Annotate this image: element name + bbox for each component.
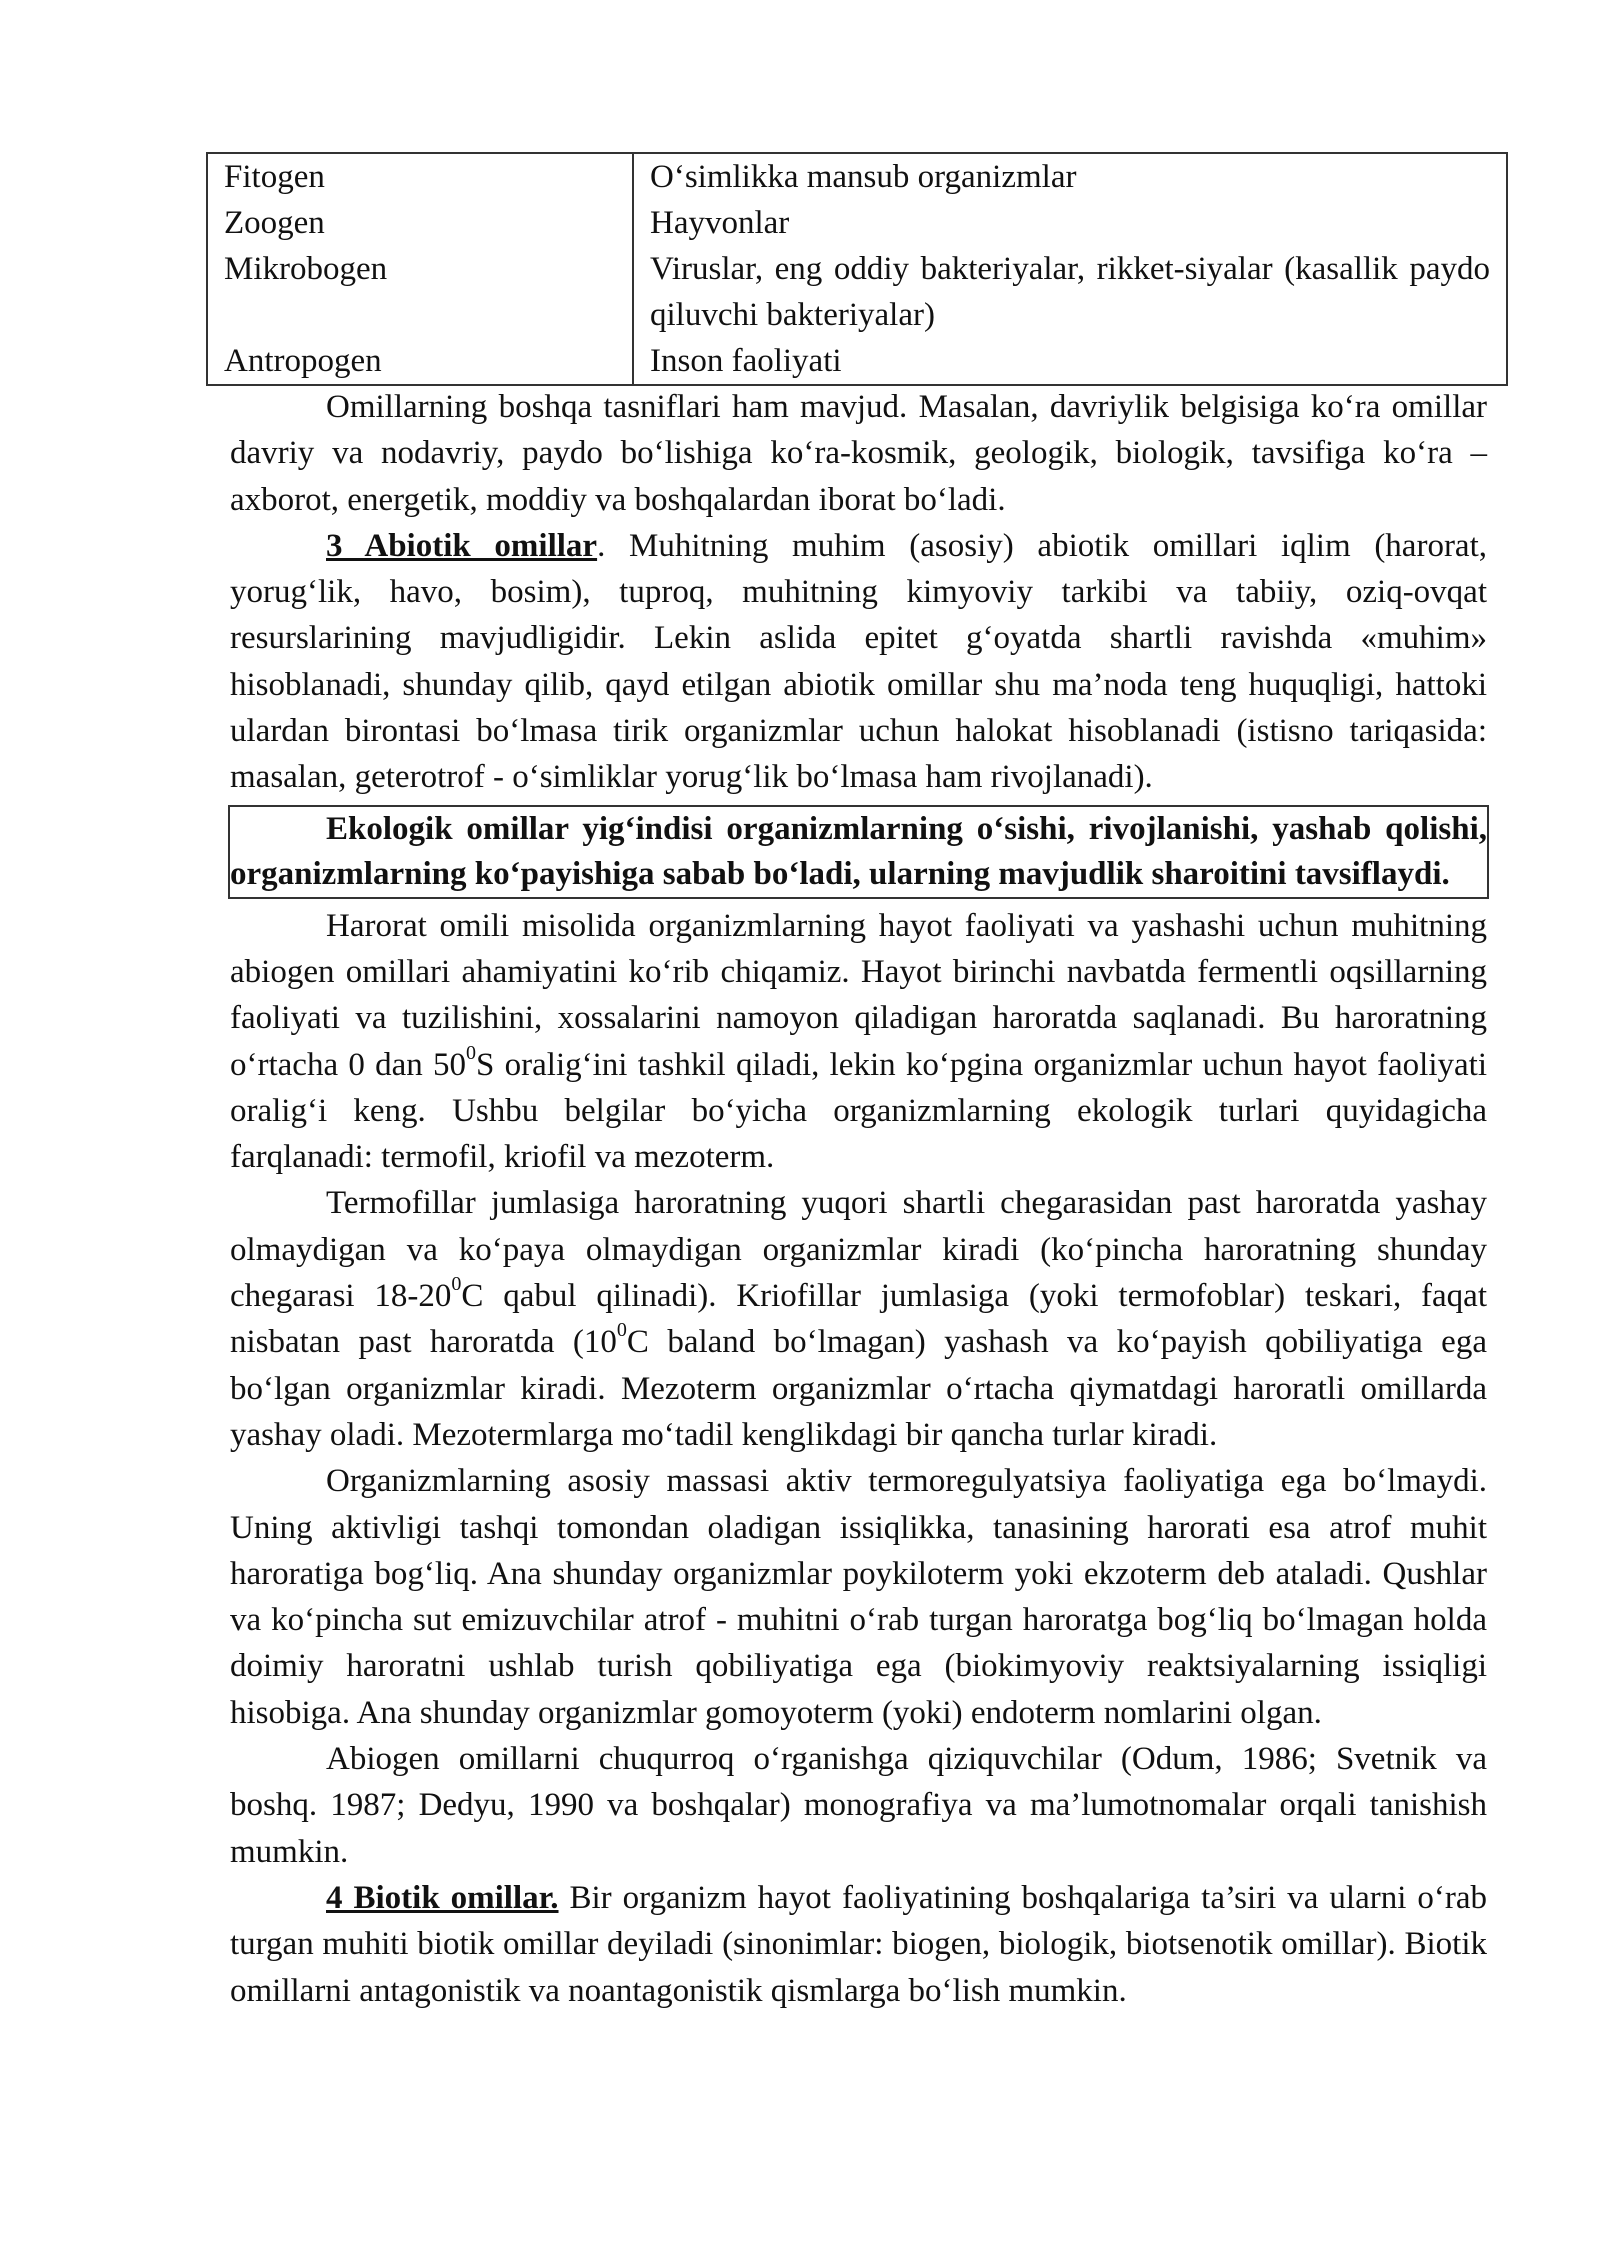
- paragraph-text: Bir organizm hayot faoliyatining boshqalariga ta’siri va ularni o‘rab turgan muhiti biotik omillar deyiladi (sinonimlar: biogen, biologik, biotsenotik omillar). Biotik omillarni antagonistik va noantagonistik qismlarga bo‘lish mumkin.: [230, 1879, 1487, 2009]
- table-cell-term: Fitogen: [207, 153, 633, 200]
- section-heading-biotic: 4 Biotik omillar.: [326, 1879, 559, 1916]
- section-heading-abiotic: 3 Abiotik omillar: [326, 527, 598, 564]
- boxed-definition: Ekologik omillar yig‘indisi organizmlarning o‘sishi, rivojlanishi, yashab qolishi, organizmlarning ko‘payishiga sabab bo‘ladi, ularning mavjudlik sharoitini tavsiflaydi.: [228, 805, 1489, 899]
- table-cell-term: Zoogen: [207, 200, 633, 246]
- paragraph-thermoregulation: Organizmlarning asosiy massasi aktiv termoregulyatsiya faoliyatiga ega bo‘lmaydi. Uning aktivligi tashqi tomondan oladigan issiqlikka, tanasining harorati esa atrof muhit haroratiga bog‘liq. Ana shunday organizmlar poykiloterm yoki ekzoterm deb ataladi. Qushlar va ko‘pincha sut emizuvchilar atrof - muhitni o‘rab turgan haroratga bog‘liq bo‘lmagan holda doimiy haroratni ushlab turish qobiliyatiga ega (biokimyoviy reaktsiyalarning issiqligi hisobiga. Ana shunday organizmlar gomoyoterm (yoki) endoterm nomlarini olgan.: [230, 1463, 1487, 1731]
- table-row: [207, 338, 1507, 385]
- paragraph-text: C baland bo‘lmagan) yashash va ko‘payish qobiliyatiga ega bo‘lgan organizmlar kiradi. Mezoterm organizmlar o‘rtacha qiymatdagi haroratli omillarda yashay oladi. Mezotermlarga mo‘tadil kenglikdagi bir qancha turlar kiradi.: [230, 1324, 1487, 1453]
- table-cell-desc: Hayvonlar: [650, 205, 790, 241]
- table-row: [207, 153, 1507, 200]
- superscript: 0: [466, 1041, 477, 1064]
- table-cell-desc: O‘simlikka mansub organizmlar: [650, 159, 1077, 195]
- table-cell-term: Mikrobogen: [207, 246, 633, 338]
- factor-classification-table: [206, 152, 1508, 386]
- superscript: 0: [616, 1319, 627, 1342]
- paragraph-temperature-factor: [230, 903, 1487, 1181]
- body-text: [230, 384, 1487, 2014]
- superscript: 0: [451, 1273, 462, 1296]
- table-row: [207, 246, 1507, 338]
- paragraph-text: Termofillar jumlasiga haroratning yuqori shartli chegarasidan past haroratda yashay olmaydigan va ko‘paya olmaydigan organizmlar kiradi (ko‘pincha haroratning shunday chegarasi 18-20: [230, 1185, 1487, 1315]
- table-cell-term: Antropogen: [207, 338, 633, 385]
- paragraph-biotic-factors: [230, 1875, 1487, 2014]
- paragraph-thermophiles: [230, 1180, 1487, 1458]
- paragraph-text: S oralig‘ini tashkil qiladi, lekin ko‘pgina organizmlar uchun hayot faoliyati oralig‘i keng. Ushbu belgilar bo‘yicha organizmlarning ekologik turlari quyidagicha farqlanadi: termofil, kriofil va mezoterm.: [230, 1046, 1487, 1176]
- table-cell-desc: Viruslar, eng oddiy bakteriyalar, rikket-siyalar (kasallik paydo qiluvchi bakteriyalar): [650, 251, 1490, 333]
- table-row: [207, 200, 1507, 246]
- paragraph-references: Abiogen omillarni chuqurroq o‘rganishga qiziquvchilar (Odum, 1986; Svetnik va boshq. 1987; Dedyu, 1990 va boshqalar) monografiya va ma’lumotnomalar orqali tanishish mumkin.: [230, 1741, 1487, 1870]
- paragraph-text: Harorat omili misolida organizmlarning hayot faoliyati va yashashi uchun muhitning abiogen omillari ahamiyatini ko‘rib chiqamiz. Hayot birinchi navbatda fermentli oqsillarning faoliyati va tuzilishini, xossalarini namoyon qiladigan haroratda saqlanadi. Bu haroratning o‘rtacha 0 dan 50: [230, 907, 1487, 1083]
- paragraph-text: C qabul qilinadi). Kriofillar jumlasiga (yoki termofoblar) teskari, faqat nisbatan past haroratda (10: [230, 1278, 1487, 1361]
- paragraph-abiotic-factors: [230, 523, 1487, 801]
- paragraph-other-classifications: Omillarning boshqa tasniflari ham mavjud. Masalan, davriylik belgisiga ko‘ra omillar davriy va nodavriy, paydo bo‘lishiga ko‘ra-kosmik, geologik, biologik, tavsifiga ko‘ra – axborot, energetik, moddiy va boshqalardan iborat bo‘ladi.: [230, 389, 1487, 518]
- paragraph-text: . Muhitning muhim (asosiy) abiotik omillari iqlim (harorat, yorug‘lik, havo, bosim), tuproq, muhitning kimyoviy tarkibi va tabiiy, oziq-ovqat resurslarining mavjudligidir. Lekin aslida epitet g‘oyatda shartli ravishda «muhim» hisoblanadi, shunday qilib, qayd etilgan abiotik omillar shu ma’noda teng huquqligi, hattoki ulardan birontasi bo‘lmasa tirik organizmlar uchun halokat hisoblanadi (istisno tariqasida: masalan, geterotrof - o‘simliklar yorug‘lik bo‘lmasa ham rivojlanadi).: [230, 527, 1487, 796]
- table-cell-desc: Inson faoliyati: [650, 343, 842, 379]
